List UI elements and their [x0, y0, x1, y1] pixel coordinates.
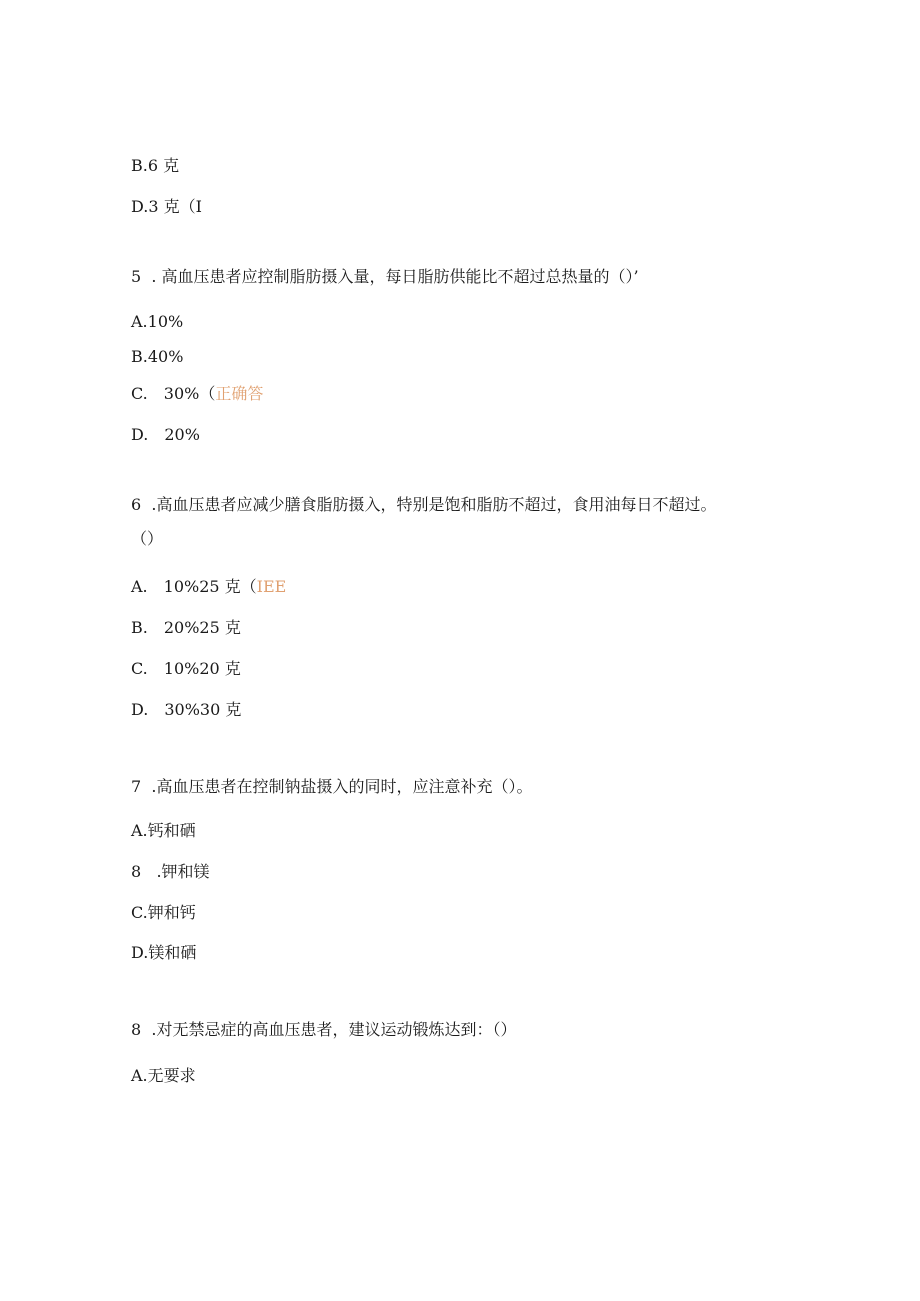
option-q6-a [131, 577, 286, 597]
option-q4-d: D.3 克（I [131, 197, 202, 216]
option-prefix: A. [131, 577, 148, 596]
option-prefix: C. [131, 659, 148, 678]
option-q5-b: B.40% [131, 347, 184, 366]
option-q5-a: A.10% [131, 312, 184, 331]
question-6-blank: （） [131, 529, 164, 548]
option-q7-a: A.钙和硒 [131, 821, 196, 840]
option-value: 10%20 克 [163, 659, 241, 678]
option-value: 30%（ [163, 384, 216, 403]
question-8: 8 .对无禁忌症的高血压患者，建议运动锻炼达到：（） [131, 1020, 517, 1039]
option-value: 30%30 克 [164, 700, 242, 719]
option-q6-d [131, 700, 241, 720]
option-value: 20%25 克 [163, 618, 241, 637]
option-q5-c [131, 384, 263, 404]
answer-mark: 正确答 [215, 384, 264, 403]
question-7: 7 .高血压患者在控制钠盐摄入的同时，应注意补充（）。 [131, 777, 533, 796]
option-value: 10%25 克（ [163, 577, 257, 596]
option-prefix: D. [131, 700, 149, 719]
option-prefix: C. [131, 384, 148, 403]
question-5: 5 . 高血压患者应控制脂肪摄入量，每日脂肪供能比不超过总热量的（）’ [131, 267, 639, 286]
option-q7-c: C.钾和钙 [131, 903, 196, 922]
option-q7-d: D.镁和硒 [131, 943, 197, 962]
option-value: 20% [164, 425, 200, 444]
option-q4-b: B.6 克 [131, 156, 180, 175]
question-6: 6 .高血压患者应减少膳食脂肪摄入，特别是饱和脂肪不超过，食用油每日不超过。 [131, 495, 717, 514]
option-q5-d [131, 425, 200, 445]
answer-mark: IEE [256, 577, 287, 596]
option-prefix: D. [131, 425, 149, 444]
option-prefix: B. [131, 618, 148, 637]
option-q6-b [131, 618, 241, 638]
option-q6-c [131, 659, 241, 679]
option-q7-b: 8 .钾和镁 [131, 862, 210, 881]
option-q8-a: A.无要求 [131, 1066, 196, 1085]
